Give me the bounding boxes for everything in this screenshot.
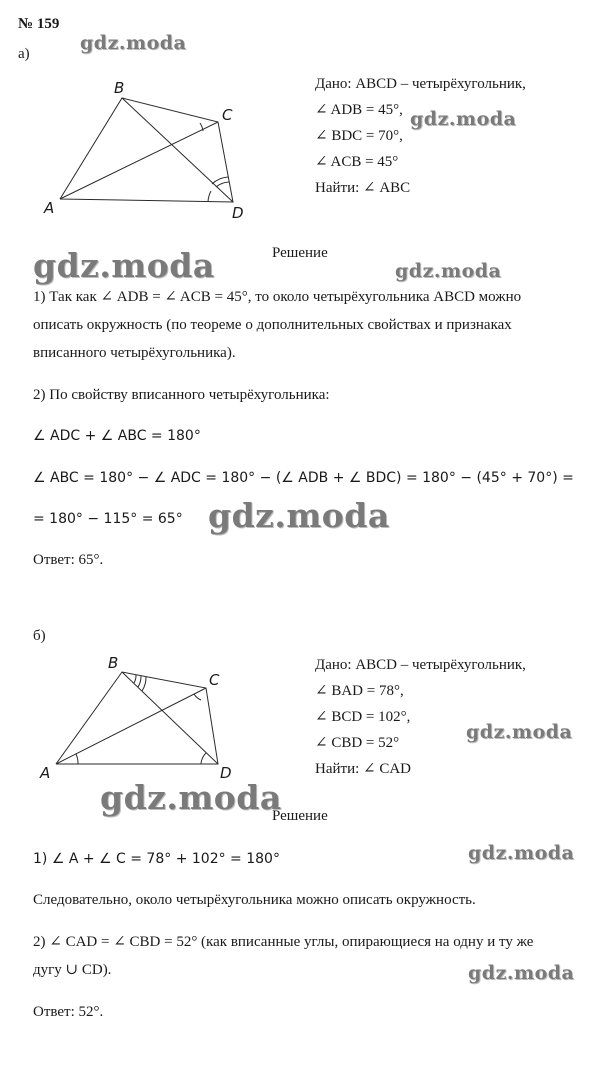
part-a-given	[315, 71, 526, 201]
answer-line: Ответ: 52°.	[33, 1004, 104, 1020]
vertex-label: B	[108, 654, 119, 672]
answer-line: Ответ: 65°.	[33, 552, 104, 568]
vertex-label: C	[209, 671, 220, 689]
part-b-figure	[36, 652, 266, 782]
solution-line: вписанного четырёхугольника).	[33, 345, 236, 361]
given-line: Дано: ABCD – четырёхугольник,	[315, 657, 526, 673]
part-b-angle-arc-c	[194, 694, 201, 700]
solution-line: дугу ∪ CD).	[33, 962, 112, 978]
part-b-label: б)	[33, 628, 46, 644]
solution-line: 2) ∠ CAD = ∠ CBD = 52° (как вписанные углы, опирающиеся на одну и ту же	[33, 934, 534, 950]
given-line: ∠ ADB = 45°,	[315, 102, 403, 118]
given-line: ∠ BCD = 102°,	[315, 709, 411, 725]
part-b-diagonal-ac	[56, 688, 206, 764]
part-b-solution-heading: Решение	[272, 808, 328, 824]
watermark: gdz.moda	[395, 260, 502, 282]
watermark: gdz.moda	[100, 778, 282, 817]
vertex-label: A	[40, 764, 51, 782]
vertex-label: D	[220, 764, 232, 782]
part-b-angle-arc-b1	[134, 675, 136, 683]
watermark: gdz.moda	[468, 962, 575, 984]
watermark: gdz.moda	[468, 842, 575, 864]
watermark: gdz.moda	[33, 246, 215, 285]
vertex-label: B	[114, 79, 125, 97]
given-line: ∠ ACB = 45°	[315, 154, 399, 170]
watermark: gdz.moda	[80, 32, 187, 54]
find-line: Найти: ∠ ABC	[315, 180, 411, 196]
part-a-label: а)	[18, 46, 30, 62]
part-a-angle-arc-d3	[208, 191, 211, 202]
equation-line: ∠ ADC + ∠ ABC = 180°	[33, 428, 201, 444]
equation-line: 1) ∠ A + ∠ C = 78° + 102° = 180°	[33, 851, 280, 867]
part-a-angle-arc-d1	[216, 182, 229, 187]
given-line: ∠ CBD = 52°	[315, 735, 400, 751]
equation-line: = 180° − 115° = 65°	[33, 511, 183, 527]
part-b-diagonal-bd	[122, 672, 218, 764]
vertex-label: D	[232, 204, 244, 218]
vertex-label: A	[44, 199, 55, 217]
find-line: Найти: ∠ CAD	[315, 761, 412, 777]
given-line: Дано: ABCD – четырёхугольник,	[315, 76, 526, 92]
equation-line: ∠ ABC = 180° − ∠ ADC = 180° − (∠ ADB + ∠ BDC) = 180° − (45° + 70°) =	[33, 470, 574, 486]
part-b-angle-arc-b2	[138, 676, 141, 687]
solution-line: 1) Так как ∠ ADB = ∠ ACB = 45°, то около четырёхугольника ABCD можно	[33, 289, 522, 305]
part-a-solution-heading: Решение	[272, 245, 328, 261]
vertex-label: C	[222, 106, 233, 124]
solution-line: Следовательно, около четырёхугольника можно описать окружность.	[33, 892, 476, 908]
part-a-angle-arc-d2	[212, 177, 228, 184]
watermark: gdz.moda	[466, 721, 573, 743]
solution-line: 2) По свойству вписанного четырёхугольника:	[33, 387, 330, 403]
problem-number: № 159	[18, 16, 60, 32]
part-a-figure	[40, 78, 260, 218]
part-b-angle-arc-d	[201, 753, 206, 764]
watermark: gdz.moda	[208, 496, 390, 535]
part-b-angle-arc-a	[76, 754, 78, 764]
part-b-angle-arc-b3	[142, 677, 146, 691]
part-b-given	[315, 652, 526, 782]
solution-line: описать окружность (по теореме о дополнительных свойствах и признаках	[33, 317, 512, 333]
given-line: ∠ BAD = 78°,	[315, 683, 404, 699]
given-line: ∠ BDC = 70°,	[315, 128, 403, 144]
watermark: gdz.moda	[410, 108, 517, 130]
